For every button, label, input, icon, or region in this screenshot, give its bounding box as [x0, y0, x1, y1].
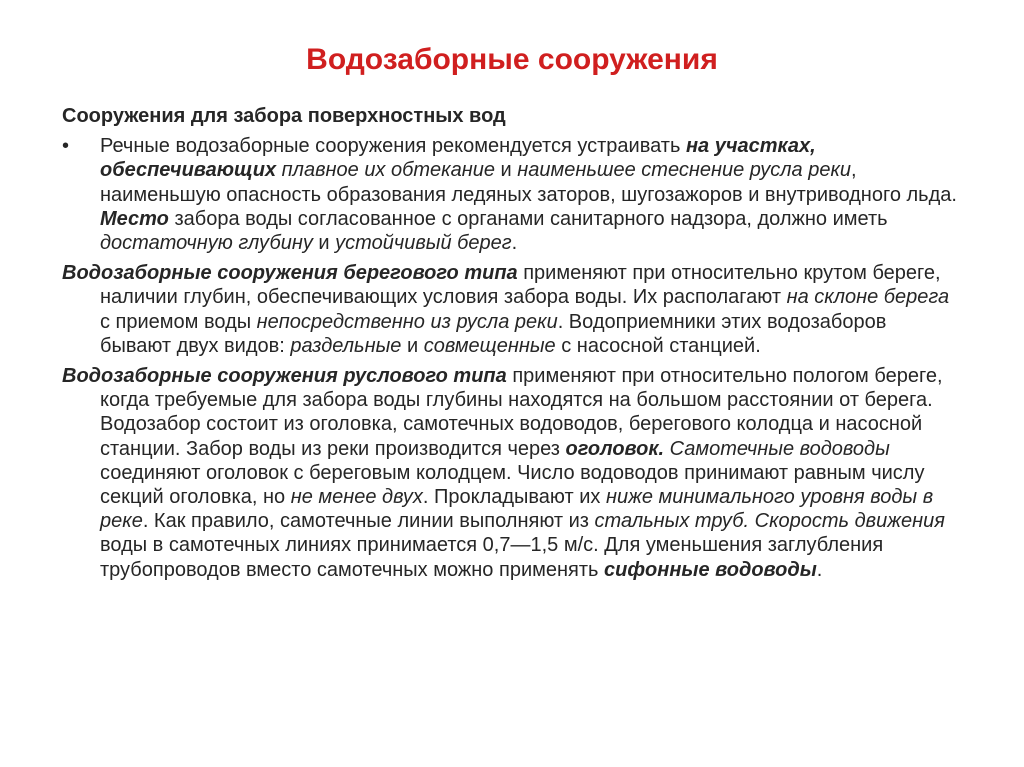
bullet-paragraph [62, 134, 962, 255]
text-run: применяют при относительно крутом береге, наличии глубин, обеспечивающих условия забора воды. Их располагают [100, 262, 941, 309]
emphasis-run: Водозаборные сооружения берегового типа [62, 262, 518, 285]
text-run: соединяют оголовок с береговым колодцем. Число водоводов принимают равным числу секций оголовка, но [100, 461, 925, 509]
italic-run: плавное их обтекание [281, 159, 495, 182]
italic-run: Самотечные водоводы [669, 437, 890, 460]
italic-run: раздельные [290, 334, 402, 357]
paragraph-channel-type [62, 364, 962, 582]
slide-title: Водозаборные сооружения [306, 43, 718, 76]
text-run: Речные водозаборные сооружения рекомендуется устраивать [100, 135, 686, 158]
text-run: применяют при относительно пологом береге, когда требуемые для забора воды глубины находятся на большом расстоянии от берега. Водозабор состоит из оголовка, самотечных водоводов, берегового колодца и насосной станции. Забор воды из реки производится через [100, 365, 943, 460]
text-run: . Прокладывают их [422, 486, 606, 509]
text-run: забора воды согласованное с органами санитарного надзора, должно иметь [168, 207, 888, 230]
text-run: . Как правило, самотечные линии выполняют из [142, 510, 595, 533]
text-run: и [494, 159, 518, 182]
italic-run: непосредственно из русла реки [256, 310, 558, 333]
text-run: , наименьшую опасность образования ледяных заторов, шугозажоров и внутриводного льда. [100, 159, 957, 206]
text-run: с приемом воды [100, 310, 257, 333]
text-run: . Водоприемники этих водозаборов бывают двух видов: [100, 310, 887, 357]
italic-run: достаточную глубину [100, 232, 313, 255]
paragraph-shore-type [62, 261, 962, 358]
italic-run: стальных труб. [594, 510, 750, 533]
bullet-icon: • [62, 135, 70, 158]
text-run: . [816, 558, 823, 581]
text-run: . [511, 232, 518, 255]
italic-run: наименьшее стеснение русла реки [517, 159, 852, 182]
emphasis-run: Водозаборные сооружения руслового типа [62, 365, 507, 388]
text-run: воды в самотечных линиях принимается 0,7—1,5 м/с. Для уменьшения заглубления трубопроводов вместо самотечных можно применять [100, 534, 884, 581]
slide-body [62, 104, 962, 588]
italic-run: на склоне берега [786, 286, 950, 309]
text-run: и [401, 334, 424, 357]
emphasis-run: Место [100, 207, 169, 230]
emphasis-run: оголовок. [565, 437, 665, 460]
section-heading: Сооружения для забора поверхностных вод [62, 105, 506, 127]
italic-run: совмещенные [423, 334, 556, 357]
italic-run: не менее двух [290, 486, 423, 509]
italic-run: устойчивый берег [335, 232, 512, 255]
italic-run: Скорость движения [754, 510, 945, 533]
italic-run: ниже минимального уровня воды в реке [100, 486, 934, 533]
text-run: и [312, 232, 336, 255]
emphasis-run: сифонные водоводы [604, 558, 817, 581]
text-run: с насосной станцией. [555, 334, 761, 357]
emphasis-run: на участках, обеспечивающих [100, 135, 816, 182]
